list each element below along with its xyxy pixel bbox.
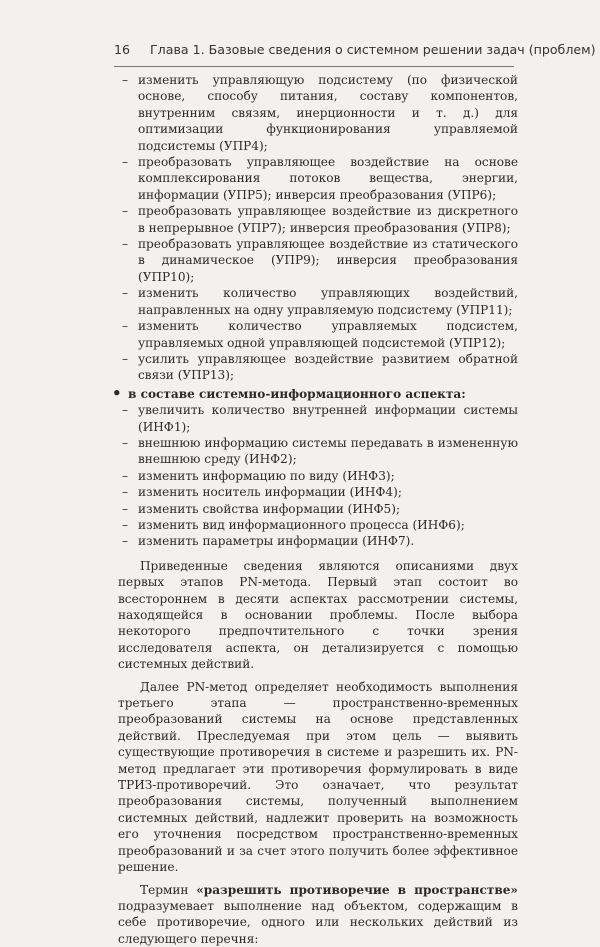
list-item: – изменить количество управляемых подсистем, управляемых одной управляющей подсистемой (УПР12); — [138, 318, 518, 351]
paragraph-3-lead: Термин — [140, 883, 196, 897]
upr-action-list — [118, 72, 518, 384]
section-heading: • в составе системно-информационного аспекта: — [118, 386, 518, 402]
list-item: – изменить информацию по виду (ИНФ3); — [138, 468, 518, 484]
list-item: – изменить свойства информации (ИНФ5); — [138, 501, 518, 517]
page-body — [118, 72, 518, 947]
list-item: – изменить количество управляющих воздействий, направленных на одну управляемую подсистему (УПР11); — [138, 285, 518, 318]
paragraph-3-tail: подразумевает выполнение над объектом, содержащим в себе противоречие, одного или нескольких действий из следующего перечня: — [118, 899, 518, 946]
page-header — [114, 40, 514, 67]
list-item: – усилить управляющее воздействие развитием обратной связи (УПР13); — [138, 351, 518, 384]
list-item: – преобразовать управляющее воздействие из дискретного в непрерывное (УПР7); инверсия преобразования (УПР8); — [138, 203, 518, 236]
paragraph-2: Далее PN-метод определяет необходимость выполнения третьего этапа — пространственно-временных преобразований системы на основе представленных действий. Преследуемая при этом цель — выявить существующие противоречия в системе и разрешить их. PN-метод предлагает эти противоречия формулировать в виде ТРИЗ-противоречий. Это означает, что результат преобразования системы, полученный выполнением системных действий, надлежит проверить на возможность его уточнения посредством пространственно-временных преобразований и за счет этого получить более эффективное решение. — [118, 679, 518, 876]
list-item: – изменить носитель информации (ИНФ4); — [138, 484, 518, 500]
list-item: – увеличить количество внутренней информации системы (ИНФ1); — [138, 402, 518, 435]
page-number: 16 — [114, 42, 130, 57]
running-title: Глава 1. Базовые сведения о системном решении задач (проблем) — [150, 42, 596, 57]
list-item: – преобразовать управляющее воздействие из статического в динамическое (УПР9); инверсия преобразования (УПР10); — [138, 236, 518, 285]
term-highlight: «разрешить противоречие в пространстве» — [196, 883, 518, 897]
list-item: – изменить вид информационного процесса (ИНФ6); — [138, 517, 518, 533]
paragraph-1: Приведенные сведения являются описаниями двух первых этапов PN-метода. Первый этап состоит во всестороннем в десяти аспектах рассмотрении системы, находящейся в основании проблемы. После выбора некоторого предпочтительного с точки зрения исследователя аспекта, он детализируется с помощью системных действий. — [118, 558, 518, 673]
list-item: – изменить управляющую подсистему (по физической основе, способу питания, составу компонентов, внутренним связям, инерционности и т. д.) для оптимизации функционирования управляемой подсистемы (УПР4); — [138, 72, 518, 154]
list-item: – внешнюю информацию системы передавать в измененную внешнюю среду (ИНФ2); — [138, 435, 518, 468]
inf-action-list — [118, 402, 518, 550]
list-item: – преобразовать управляющее воздействие на основе комплексирования потоков вещества, энергии, информации (УПР5); инверсия преобразования (УПР6); — [138, 154, 518, 203]
list-item: – изменить параметры информации (ИНФ7). — [138, 533, 518, 549]
paragraph-3 — [118, 882, 518, 947]
